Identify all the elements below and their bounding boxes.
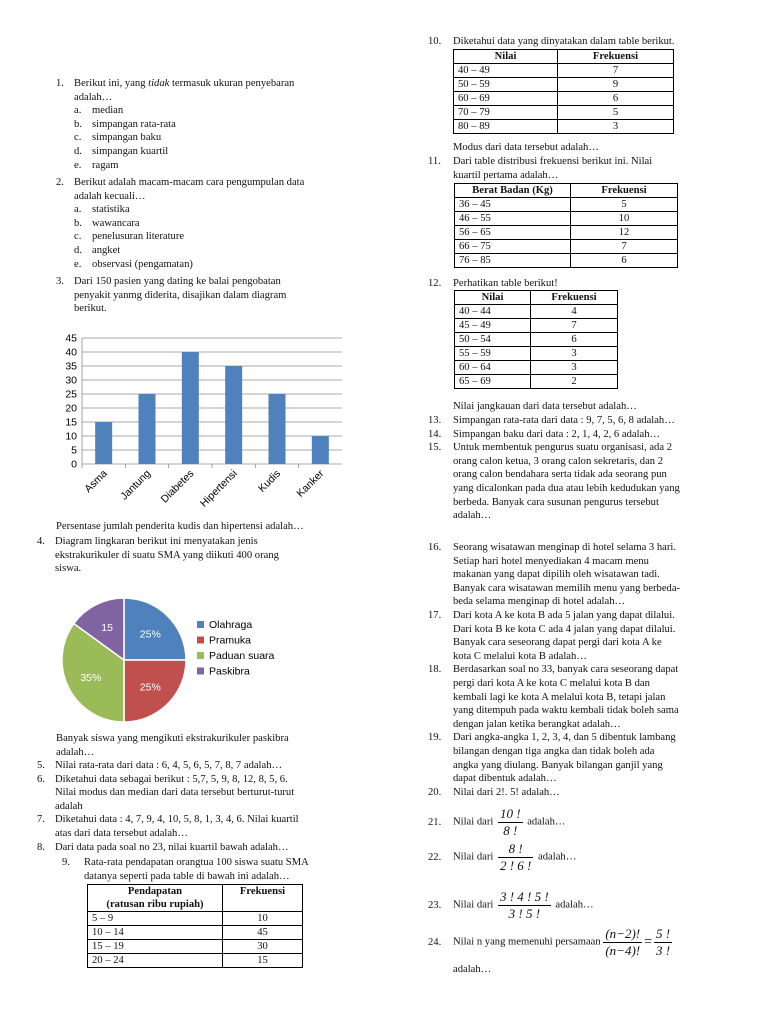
option-text: statistika [92, 204, 130, 216]
bar [95, 422, 112, 464]
table-cell: 6 [558, 92, 674, 106]
q16-line: Banyak cara wisatawan memilih menu yang berbeda- [453, 582, 681, 594]
table-row [455, 375, 618, 389]
table-cell: 45 – 49 [455, 319, 531, 333]
table-cell: 40 – 44 [455, 305, 531, 319]
q15-number: 15. [428, 442, 442, 454]
option-letter: b. [74, 118, 82, 130]
q16-line: makanan yang dapat dipilih oleh wisatawan tadi. [453, 569, 660, 581]
q3-line-1: Dari 150 pasien yang dating ke balai pengobatan [74, 276, 281, 287]
table-cell: 10 [223, 912, 303, 926]
q4-after-1: Banyak siswa yang mengikuti ekstrakurikuler paskibra [56, 733, 289, 744]
table-row [455, 226, 678, 240]
table-cell: 4 [531, 305, 618, 319]
q20-number: 20. [428, 786, 442, 798]
numerator: 5 ! [656, 926, 671, 941]
q19-line: Dari angka-angka 1, 2, 3, 4, dan 5 dibentuk lambang [453, 732, 676, 744]
question-21 [428, 806, 565, 839]
q7-line-2: atas dari data tersebut adalah… [55, 827, 188, 839]
table-cell: 5 [571, 198, 678, 212]
q7-line-1: Diketahui data : 4, 7, 9, 4, 10, 5, 8, 1, 3, 4, 6. Nilai kuartil [55, 814, 299, 826]
q22-fraction [498, 841, 533, 874]
y-tick-label: 40 [65, 346, 77, 359]
q21-pre: Nilai dari [453, 816, 494, 828]
table-row [455, 361, 618, 375]
numerator: 10 ! [499, 806, 521, 821]
legend-label: Paduan suara [209, 650, 275, 662]
q3-line-3: berikut. [74, 303, 107, 315]
table-cell: 45 [223, 926, 303, 940]
x-tick-label: Diabetes [158, 467, 197, 506]
q1-text-a: Berikut ini, yang [74, 78, 149, 89]
q23-post: adalah… [555, 899, 594, 911]
denominator: 8 ! [503, 823, 518, 838]
legend-swatch [197, 621, 204, 628]
q16-line: beda selama menginap di hotel adalah… [453, 596, 626, 608]
q23-fraction [498, 889, 551, 922]
y-tick-label: 30 [65, 374, 77, 387]
table-cell: 65 – 69 [455, 375, 531, 389]
q3-number: 3. [56, 276, 64, 287]
option-text: ragam [92, 159, 119, 171]
q10-number: 10. [428, 36, 442, 47]
option-letter: e. [74, 258, 82, 270]
option-letter: d. [74, 244, 82, 256]
q8-number: 8. [37, 841, 45, 853]
table-row [455, 347, 618, 361]
x-tick-label: Kanker [294, 467, 327, 500]
q15-line: orang calon bendahara serta tidak ada seorang pun [453, 469, 667, 481]
header-cell: Nilai [454, 50, 558, 64]
q4-line-2: ekstrakurikuler di suatu SMA yang diikuti 400 orang [55, 549, 279, 561]
table-cell: 10 – 14 [88, 926, 223, 940]
q18-line: dengan jalan ketika berangkat adalah… [453, 718, 621, 730]
q12-after: Nilai jangkauan dari data tersebut adalah… [453, 401, 637, 412]
table-cell: 2 [531, 375, 618, 389]
numerator: 3 ! 4 ! 5 ! [499, 889, 549, 904]
header-cell: Frekuensi [223, 885, 303, 912]
q18-line: pergi dari kota A ke kota C melalui kota B dan [453, 677, 650, 689]
x-tick-label: Kudis [256, 467, 284, 495]
table-row [455, 254, 678, 268]
legend-swatch [197, 652, 204, 659]
q16-line: Setiap hari hotel menyediakan 4 macam menu [453, 555, 649, 567]
q21-post: adalah… [527, 816, 566, 828]
numerator: (n−2)! [605, 926, 641, 941]
table-cell: 50 – 54 [455, 333, 531, 347]
q9-line-2: datanya seperti pada table di bawah ini adalah… [84, 870, 290, 882]
q6-line-3: adalah [55, 800, 83, 812]
q4-line-3: siswa. [55, 563, 82, 575]
option-letter: c. [74, 231, 82, 243]
slice-label: 15 [101, 621, 113, 634]
question-10 [428, 35, 675, 49]
table-row [454, 64, 674, 78]
option-text: simpangan kuartil [92, 145, 169, 157]
q15-line: orang calon ketua, 3 orang calon sekretaris, dan 2 [453, 455, 664, 467]
q1-line-2: adalah… [74, 91, 113, 103]
questions-13-15 [428, 414, 733, 523]
table-cell: 9 [558, 78, 674, 92]
q15-line: berbeda. Banyak cara susunan pengurus tersebut [453, 496, 659, 508]
q18-line: yang ditempuh pada waktu kembali tidak boleh sama [453, 705, 679, 717]
pie-chart [55, 594, 315, 729]
option-text: median [92, 105, 124, 117]
question-3 [56, 275, 376, 316]
legend-label: Paskibra [209, 665, 250, 678]
q22-post: adalah… [538, 851, 577, 863]
q15-line: Untuk membentuk pengurus suatu organisasi, ada 2 [453, 442, 672, 454]
q13-text: Simpangan rata-rata dari data : 9, 7, 5, 6, 8 adalah… [453, 415, 675, 426]
header-cell: Berat Badan (Kg) [455, 184, 571, 198]
q18-line: kembali lagi ke kota A melalui kota B, tetapi jalan [453, 691, 666, 703]
q16-number: 16. [428, 542, 442, 553]
q16-line: Seorang wisatawan menginap di hotel selama 3 hari. [453, 542, 676, 553]
option-letter: d. [74, 145, 82, 157]
legend-swatch [197, 668, 204, 675]
option-letter: a. [74, 204, 82, 216]
table-cell: 5 [558, 106, 674, 120]
q12-number: 12. [428, 278, 442, 289]
q10-table [453, 49, 674, 134]
q17-line: Dari kota B ke kota C ada 4 jalan yang dapat dilalui. [453, 623, 676, 635]
header-cell: Frekuensi [531, 291, 618, 305]
q20-text: Nilai dari 2!. 5! adalah… [453, 786, 560, 798]
option-text: simpangan rata-rata [92, 118, 176, 130]
table-cell: 6 [571, 254, 678, 268]
bar-chart [50, 330, 350, 520]
option-letter: b. [74, 217, 82, 229]
q10-after: Modus dari data tersebut adalah… [453, 142, 599, 153]
q17-line: Banyak cara seseorang dapat pergi dari kota A ke [453, 637, 662, 649]
header-cell: Nilai [455, 291, 531, 305]
bar [139, 394, 156, 464]
q21-fraction [498, 806, 523, 839]
q4-line-1: Diagram lingkaran berikut ini menyatakan jenis [55, 536, 258, 547]
table-row [88, 912, 303, 926]
table-cell: 7 [558, 64, 674, 78]
question-12 [428, 277, 558, 291]
q19-number: 19. [428, 732, 442, 744]
q10-text: Diketahui data yang dinyatakan dalam table berikut. [453, 36, 675, 47]
equals-sign: = [644, 934, 653, 950]
table-row [455, 305, 618, 319]
q4-after [56, 732, 289, 759]
q3-after: Persentase jumlah penderita kudis dan hipertensi adalah… [56, 521, 304, 532]
table-cell: 36 – 45 [455, 198, 571, 212]
slice-label: 25% [139, 681, 161, 694]
q9-line-1: Rata-rata pendapatan orangtua 100 siswa suatu SMA [84, 857, 309, 868]
q6-number: 6. [37, 773, 45, 785]
question-1 [56, 77, 376, 172]
y-tick-label: 0 [71, 458, 77, 471]
q9-number: 9. [62, 857, 70, 868]
q5-text: Nilai rata-rata dari data : 6, 4, 5, 6, 5, 7, 8, 7 adalah… [55, 760, 283, 771]
q18-number: 18. [428, 664, 442, 676]
legend-label: Olahraga [209, 619, 253, 631]
denominator: 2 ! 6 ! [499, 858, 532, 873]
table-cell: 70 – 79 [454, 106, 558, 120]
header-cell: Pendapatan (ratusan ribu rupiah) [88, 885, 223, 912]
q12-table [454, 290, 618, 389]
q1-text-emph: tidak [148, 78, 170, 89]
table-cell: 56 – 65 [455, 226, 571, 240]
table-cell: 66 – 75 [455, 240, 571, 254]
bar [312, 436, 329, 464]
table-row [454, 106, 674, 120]
table-cell: 10 [571, 212, 678, 226]
x-tick-label: Asma [82, 467, 110, 496]
q15-line: adalah… [453, 510, 492, 522]
table-cell: 40 – 49 [454, 64, 558, 78]
q22-number: 22. [428, 851, 442, 863]
legend-label: Pramuka [209, 634, 252, 647]
table-row [88, 940, 303, 954]
q24-number: 24. [428, 936, 442, 948]
table-cell: 3 [558, 120, 674, 134]
y-tick-label: 10 [65, 430, 77, 443]
question-23 [428, 889, 594, 922]
table-cell: 3 [531, 361, 618, 375]
q4-after-2: adalah… [56, 746, 95, 758]
bar [225, 366, 242, 464]
header-cell: Frekuensi [571, 184, 678, 198]
questions-16-20 [428, 541, 733, 799]
table-cell: 7 [531, 319, 618, 333]
question-4 [37, 535, 367, 576]
q11-line-1: Dari table distribusi frekuensi berikut ini. Nilai [453, 156, 653, 167]
table-row [88, 926, 303, 940]
option-text: penelusuran literature [92, 231, 185, 243]
denominator: (n−4)! [605, 943, 641, 958]
y-tick-label: 25 [65, 388, 77, 401]
table-cell: 80 – 89 [454, 120, 558, 134]
q8-text: Dari data pada soal no 23, nilai kuartil bawah adalah… [55, 841, 289, 853]
option-text: wawancara [92, 217, 140, 229]
q19-line: dapat dibentuk adalah… [453, 773, 557, 785]
table-cell: 60 – 69 [454, 92, 558, 106]
q7-number: 7. [37, 814, 45, 826]
table-cell: 60 – 64 [455, 361, 531, 375]
table-cell: 30 [223, 940, 303, 954]
q19-line: bilangan dengan tiga angka dan tidak boleh ada [453, 745, 655, 757]
table-row [455, 212, 678, 226]
y-tick-label: 15 [65, 416, 77, 429]
q2-options [56, 203, 376, 271]
denominator: 3 ! [656, 943, 671, 958]
table-header [88, 885, 303, 912]
table-cell: 6 [531, 333, 618, 347]
table-row [88, 954, 303, 968]
bar [182, 352, 199, 464]
question-2 [56, 176, 376, 271]
table-cell: 55 – 59 [455, 347, 531, 361]
table-row [454, 92, 674, 106]
table-row [454, 120, 674, 134]
q1-options [56, 104, 376, 172]
x-tick-label: Jantung [118, 467, 154, 503]
q24-post: adalah… [453, 964, 492, 975]
q1-text-c: termasuk ukuran penyebaran [169, 78, 295, 89]
q22-pre: Nilai dari [453, 851, 494, 863]
table-cell: 7 [571, 240, 678, 254]
q9-table [87, 884, 303, 968]
table-row [455, 240, 678, 254]
q23-pre: Nilai dari [453, 899, 494, 911]
q17-number: 17. [428, 609, 442, 621]
legend-swatch [197, 637, 204, 644]
question-11 [428, 155, 652, 182]
option-letter: c. [74, 132, 82, 144]
q18-line: Berdasarkan soal no 33, banyak cara seseorang dapat [453, 664, 679, 676]
questions-5-8 [37, 759, 377, 854]
table-header [455, 291, 618, 305]
table-row [455, 319, 618, 333]
header-cell: Frekuensi [558, 50, 674, 64]
table-header [454, 50, 674, 64]
table-cell: 50 – 59 [454, 78, 558, 92]
q24-fraction-right [654, 926, 672, 959]
denominator: 3 ! 5 ! [508, 906, 541, 921]
q6-line-2: Nilai modus dan median dari data tersebut berturut-turut [55, 787, 295, 799]
q19-line: angka yang diulang. Banyak bilangan ganjil yang [453, 759, 663, 771]
table-cell: 46 – 55 [455, 212, 571, 226]
option-text: observasi (pengamatan) [92, 258, 193, 270]
y-tick-label: 45 [65, 332, 77, 345]
table-row [455, 198, 678, 212]
y-tick-label: 35 [65, 360, 77, 373]
q17-line: kota C melalui kota B adalah… [453, 650, 587, 662]
q23-number: 23. [428, 899, 442, 911]
q14-number: 14. [428, 428, 442, 440]
q3-line-2: penyakit yanmg diderita, disajikan dalam diagram [74, 289, 287, 301]
slice-label: 25% [139, 628, 161, 641]
table-cell: 20 – 24 [88, 954, 223, 968]
option-letter: a. [74, 105, 82, 117]
question-9 [62, 856, 382, 883]
table-cell: 15 – 19 [88, 940, 223, 954]
bar [269, 394, 286, 464]
q4-number: 4. [37, 536, 45, 547]
q11-table [454, 183, 678, 268]
q6-line-1: Diketahui data sebagai berikut : 5,7, 5, 9, 8, 12, 8, 5, 6. [55, 773, 288, 785]
table-cell: 15 [223, 954, 303, 968]
question-22 [428, 841, 576, 874]
table-cell: 76 – 85 [455, 254, 571, 268]
q24-pre: Nilai n yang memenuhi persamaan [453, 936, 601, 948]
slice-label: 35% [80, 671, 102, 684]
q1-number: 1. [56, 78, 64, 89]
numerator: 8 ! [498, 841, 533, 858]
q13-number: 13. [428, 415, 442, 426]
q5-number: 5. [37, 760, 45, 771]
q11-number: 11. [428, 156, 441, 167]
table-row [454, 78, 674, 92]
option-text: simpangan baku [92, 132, 162, 144]
y-tick-label: 5 [71, 444, 77, 457]
x-tick-label: Hipertensi [197, 467, 240, 510]
question-24 [428, 926, 674, 959]
q2-number: 2. [56, 177, 64, 188]
table-cell: 12 [571, 226, 678, 240]
q2-line-1: Berikut adalah macam-macam cara pengumpulan data [74, 177, 305, 188]
q11-line-2: kuartil pertama adalah… [453, 169, 559, 181]
table-cell: 5 – 9 [88, 912, 223, 926]
q17-line: Dari kota A ke kota B ada 5 jalan yang dapat dilalui. [453, 609, 675, 621]
option-text: angket [92, 244, 121, 256]
table-cell: 3 [531, 347, 618, 361]
table-header [455, 184, 678, 198]
q21-number: 21. [428, 816, 442, 828]
q14-text: Simpangan baku dari data : 2, 1, 4, 2, 6 adalah… [453, 428, 661, 440]
q2-line-2: adalah kecuali… [74, 190, 146, 202]
q12-text: Perhatikan table berikut! [453, 278, 558, 289]
q15-line: yang dicalonkan pada dua atau lebih kedudukan yang [453, 482, 680, 494]
option-letter: e. [74, 159, 82, 171]
q24-fraction-left [603, 926, 642, 959]
table-row [455, 333, 618, 347]
y-tick-label: 20 [65, 402, 77, 415]
